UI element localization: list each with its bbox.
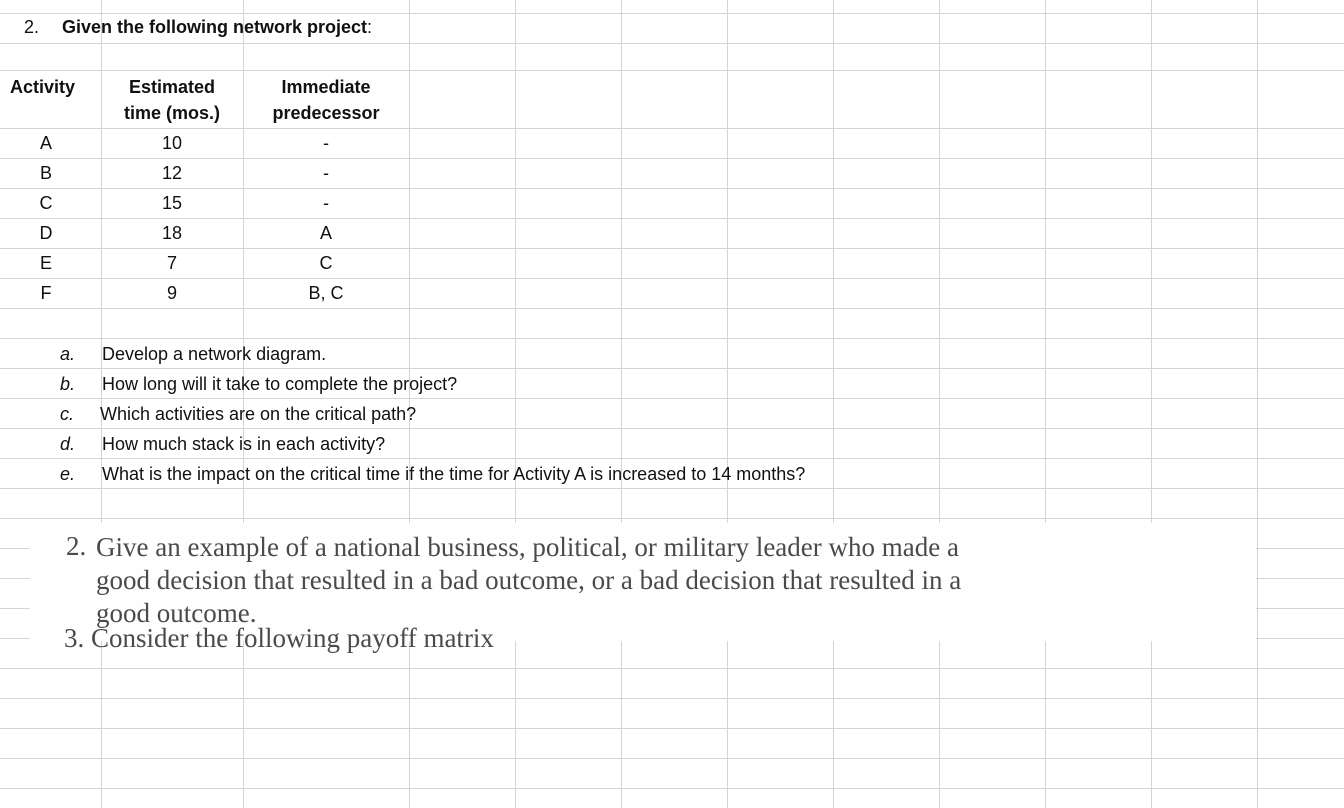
excerpt-cutoff-line: 3. Consider the following payoff matrix: [64, 623, 494, 653]
header-estimated-time: Estimated time (mos.): [123, 77, 220, 123]
problem-title: Given the following network project:: [62, 17, 373, 37]
activity-cell: C: [39, 193, 53, 213]
time-cell: 12: [161, 163, 183, 183]
time-cell: 9: [166, 283, 177, 303]
activity-cell: A: [39, 133, 52, 153]
predecessor-cell: -: [323, 163, 329, 183]
question-text: How long will it take to complete the project?: [102, 374, 458, 394]
activity-cell: F: [40, 283, 52, 303]
activity-cell: B: [39, 163, 52, 183]
question-text: Which activities are on the critical path?: [100, 404, 417, 424]
predecessor-cell: C: [319, 253, 333, 273]
predecessor-cell: -: [323, 133, 329, 153]
excerpt-line: good outcome.: [96, 598, 257, 628]
time-cell: 15: [161, 193, 183, 213]
question-text: What is the impact on the critical time if the time for Activity A is increased to 14 months?: [102, 464, 806, 484]
pasted-excerpt-image: [30, 523, 1256, 653]
question-text: Develop a network diagram.: [102, 344, 327, 364]
predecessor-cell: -: [323, 193, 329, 213]
time-cell: 10: [161, 133, 183, 153]
time-cell: 7: [166, 253, 177, 273]
excerpt-text: [96, 531, 961, 630]
problem-number: 2.: [24, 17, 40, 37]
question-text: How much stack is in each activity?: [102, 434, 386, 454]
excerpt-line: good decision that resulted in a bad outcome, or a bad decision that resulted in a: [96, 565, 962, 595]
predecessor-cell: A: [319, 223, 332, 243]
question-letter: b.: [60, 374, 76, 394]
question-letter: a.: [60, 344, 76, 364]
activity-cell: E: [39, 253, 52, 273]
time-cell: 18: [161, 223, 183, 243]
header-immediate-predecessor: Immediate predecessor: [272, 77, 380, 123]
question-letter: c.: [60, 404, 75, 424]
activity-cell: D: [39, 223, 53, 243]
question-letter: e.: [60, 464, 76, 484]
header-activity: Activity: [10, 77, 76, 97]
excerpt-line: Give an example of a national business, political, or military leader who made a: [96, 532, 959, 562]
question-letter: d.: [60, 434, 76, 454]
predecessor-cell: B, C: [308, 283, 344, 303]
excerpt-number: 2.: [66, 531, 87, 561]
